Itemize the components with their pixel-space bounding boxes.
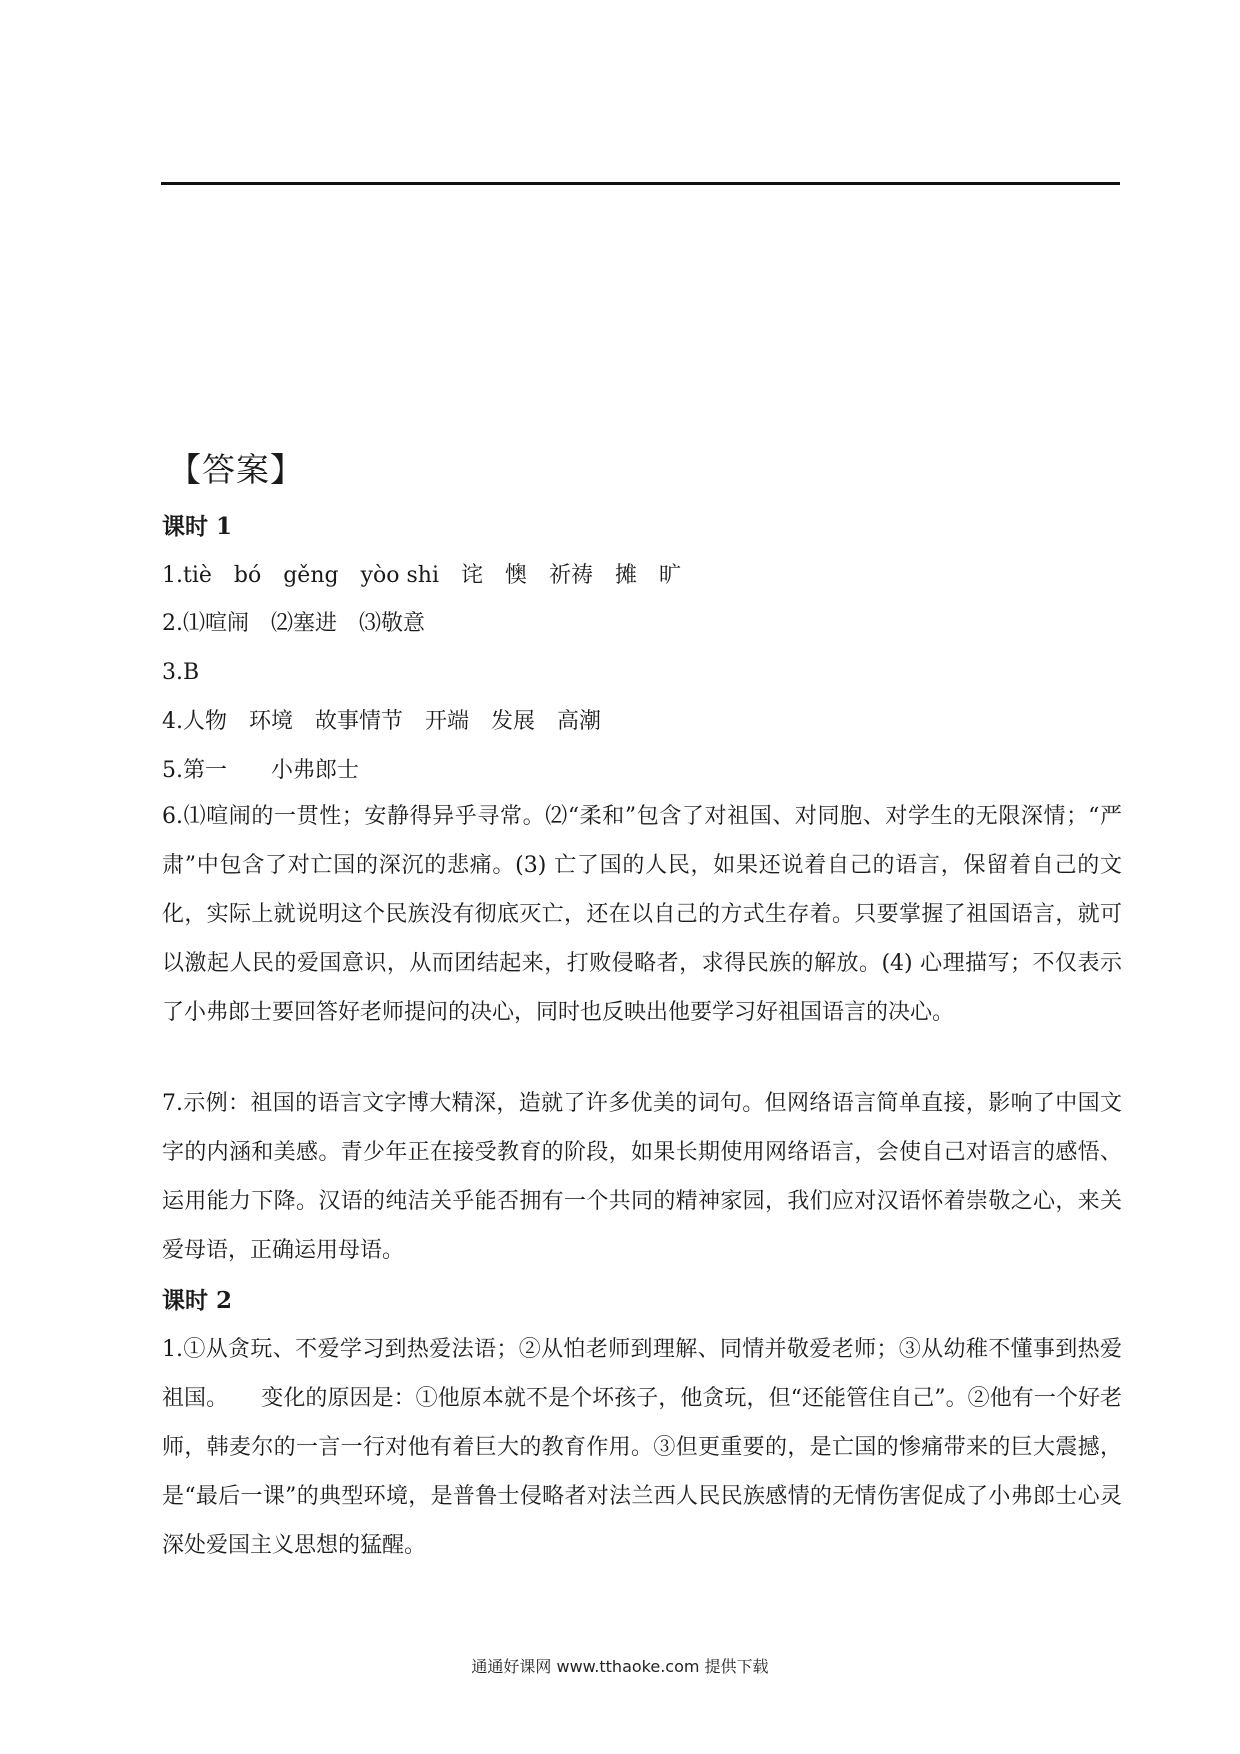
lesson-1-item-6: 6.⑴喧闹的一贯性；安静得异乎寻常。⑵“柔和”包含了对祖国、对同胞、对学生的无限深情；“严肃”中包含了对亡国的深沉的悲痛。(3) 亡了国的人民，如果还说着自己的语言，保留着自己的文化，实际上就说明这个民族没有彻底灭亡，还在以自己的方式生存着。只要掌握了祖国语言，就可以激起人民的爱国意识，从而团结起来，打败侵略者，求得民族的解放。(4) 心理描写；不仅表示了小弗郎士要回答好老师提问的决心，同时也反映出他要学习好祖国语言的决心。 [162,804,1122,1025]
answer-title: 【答案】 [168,450,304,489]
lesson-1-item-5: 5.第一 小弗郎士 [162,758,359,783]
lesson-1-item-7: 7.示例：祖国的语言文字博大精深，造就了许多优美的词句。但网络语言简单直接，影响了中国文字的内涵和美感。青少年正在接受教育的阶段，如果长期使用网络语言，会使自己对语言的感悟、运用能力下降。汉语的纯洁关乎能否拥有一个共同的精神家园，我们应对汉语怀着崇敬之心，来关爱母语，正确运用母语。 [162,1091,1122,1263]
lesson-1-item-1: 1.tiè bó gěng yòo shi 诧 懊 祈祷 摊 旷 [162,563,681,588]
header-rule [161,182,1120,185]
lesson-2-heading: 课时 2 [162,1287,233,1314]
lesson-1-item-4: 4.人物 环境 故事情节 开端 发展 高潮 [162,709,601,734]
lesson-2-item-1: 1.①从贪玩、不爱学习到热爱法语；②从怕老师到理解、同情并敬爱老师；③从幼稚不懂事到热爱祖国。 变化的原因是：①他原本就不是个坏孩子，他贪玩，但“还能管住自己”。②他有一个好老师，韩麦尔的一言一行对他有着巨大的教育作用。③但更重要的，是亡国的惨痛带来的巨大震撼，是“最后一课”的典型环境，是普鲁士侵略者对法兰西人民民族感情的无情伤害促成了小弗郎士心灵深处爱国主义思想的猛醒。 [162,1337,1122,1558]
footer-download-note: 通通好课网 www.tthaoke.com 提供下载 [471,1657,769,1676]
lesson-1-item-2: 2.⑴喧闹 ⑵塞进 ⑶敬意 [162,611,425,636]
lesson-1-item-3: 3.B [162,660,200,685]
lesson-1-heading: 课时 1 [162,513,233,540]
